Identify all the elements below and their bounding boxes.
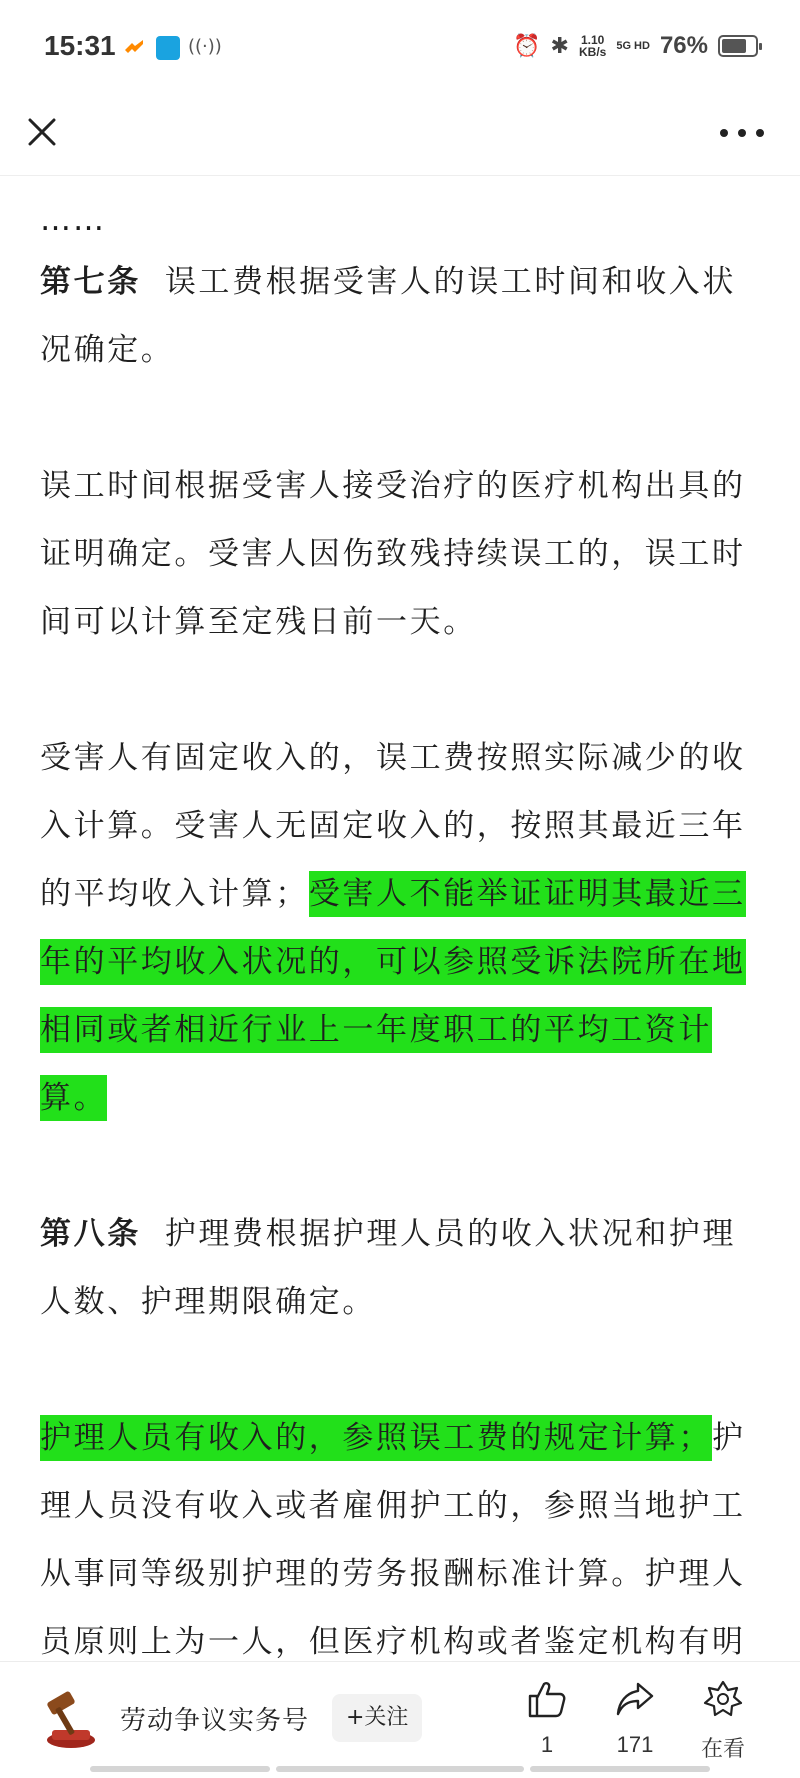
article-8 (40, 1200, 762, 1336)
close-icon[interactable] (22, 112, 62, 152)
more-icon[interactable] (720, 118, 764, 148)
highlighted-text: 受害人不能举证证明其最近三年的平均收入状况的，可以参照受诉法院所在地相同或者相近行业上一年度职工的平均工资计算。 (40, 871, 746, 1121)
network-type: 5G HD (616, 40, 650, 52)
status-time: 15:31 (44, 30, 116, 61)
paragraph-income (40, 724, 762, 1132)
bluetooth-icon: ✱ (550, 33, 569, 59)
follow-button[interactable]: +关注 (332, 1694, 422, 1742)
tv-app-icon (156, 36, 180, 60)
paragraph-income-plain: 受害人有固定收入的，误工费按照实际减少的收入计算。受害人无固定收入的，按照其最近三年的平均收入计算； (40, 740, 746, 912)
account-avatar[interactable] (38, 1686, 104, 1752)
article-7 (40, 248, 762, 384)
flower-icon (702, 1678, 744, 1720)
home-indicator (530, 1766, 710, 1772)
watching-button[interactable] (688, 1678, 758, 1763)
battery-percent: 76% (659, 32, 708, 59)
paragraph-lost-work-time: 误工时间根据受害人接受治疗的医疗机构出具的证明确定。受害人因伤致残持续误工的，误工时间可以计算至定残日前一天。 (40, 468, 746, 640)
more-dot (738, 129, 746, 137)
net-speed (579, 34, 606, 58)
alarm-icon: ⏰ (513, 33, 541, 59)
net-speed-unit: KB/s (578, 45, 607, 59)
thumbs-up-icon (526, 1678, 568, 1720)
status-indicators (513, 32, 758, 60)
bottom-bar (0, 1661, 800, 1778)
article-7-number: 第七条 (40, 264, 141, 300)
paragraph-nursing-plain: 护理人员没有收入或者雇佣护工的，参照当地护工从事同等级别护理的劳务报酬标准计算。护理人员原则上为一人，但医疗机构或者鉴定机构有明 (40, 1420, 746, 1660)
share-count: 171 (616, 1732, 654, 1757)
nfc-icon: ((·)) (188, 36, 222, 57)
status-bar (0, 0, 800, 100)
app-notification-icon (122, 36, 146, 60)
home-indicator (276, 1766, 524, 1772)
top-nav (0, 100, 800, 176)
account-name[interactable]: 劳动争议实务号 (120, 1706, 310, 1736)
paragraph-nursing (40, 1404, 762, 1661)
article-body[interactable] (40, 156, 762, 1661)
battery-icon (718, 35, 758, 57)
more-dot (756, 129, 764, 137)
more-dot (720, 129, 728, 137)
net-speed-value: 1.10 (580, 33, 605, 47)
article-8-number: 第八条 (40, 1216, 141, 1252)
article-content (40, 156, 762, 1661)
like-count: 1 (540, 1732, 554, 1757)
battery-level (722, 39, 746, 53)
like-button[interactable] (512, 1678, 582, 1758)
home-indicator (90, 1766, 270, 1772)
share-button[interactable] (600, 1678, 670, 1758)
ellipsis: …… (40, 202, 106, 238)
share-icon (614, 1678, 656, 1720)
watching-label: 在看 (700, 1736, 745, 1761)
article-8-text: 护理费根据护理人员的收入状况和护理人数、护理期限确定。 (40, 1216, 737, 1320)
article-7-text: 误工费根据受害人的误工时间和收入状况确定。 (40, 264, 737, 368)
highlighted-text: 护理人员有收入的，参照误工费的规定计算； (40, 1415, 712, 1461)
